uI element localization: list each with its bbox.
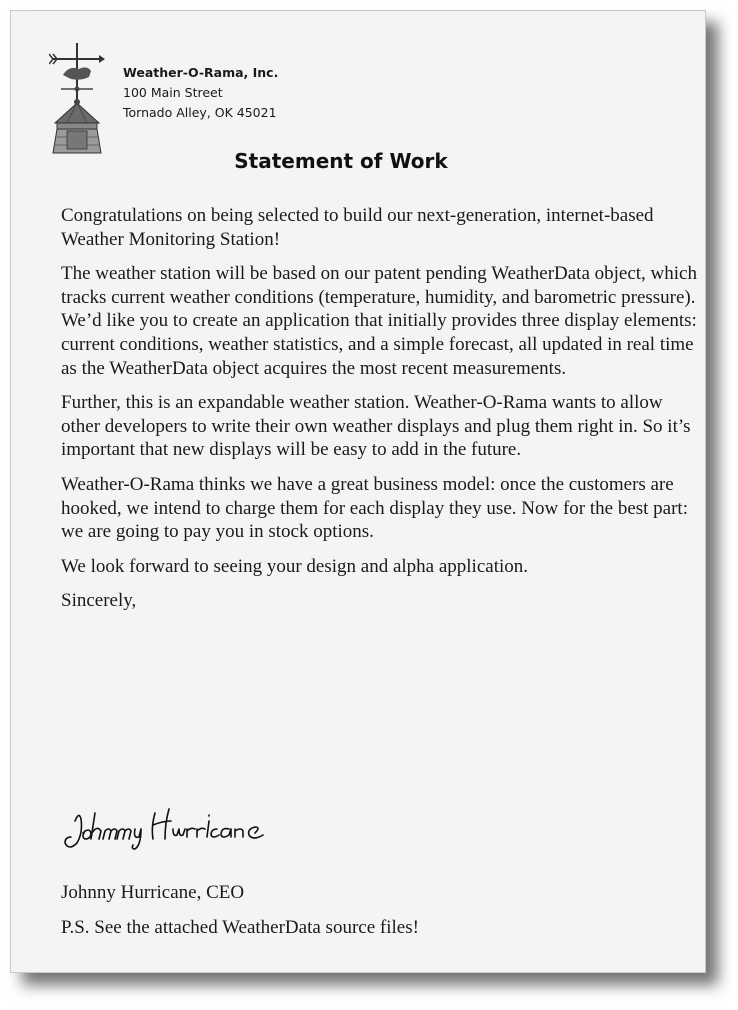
- company-street: 100 Main Street: [123, 85, 223, 100]
- paragraph-congratulations: Congratulations on being selected to build our next-generation, internet-based Weather Monitoring Station!: [61, 205, 654, 250]
- letter-body: [61, 204, 701, 624]
- letterhead-address: [123, 63, 278, 123]
- company-city: Tornado Alley, OK 45021: [123, 105, 277, 120]
- postscript: P.S. See the attached WeatherData source files!: [61, 916, 419, 938]
- letter-page: [10, 10, 706, 973]
- company-name: Weather-O-Rama, Inc.: [123, 65, 279, 80]
- paragraph-expandable: Further, this is an expandable weather station. Weather-O-Rama wants to allow other developers to write their own weather displays and plug them right in. So it’s important that new displays will be easy to add in the future.: [61, 392, 691, 461]
- paragraph-business-model: Weather-O-Rama thinks we have a great business model: once the customers are hooked, we intend to charge them for each display they use. Now for the best part: we are going to pay you in stock options.: [61, 473, 688, 543]
- handwritten-signature: [61, 799, 276, 859]
- sign-off: Johnny Hurricane, CEO: [61, 882, 245, 903]
- letter-closing: [61, 881, 419, 950]
- paragraph-look-forward: We look forward to seeing your design and alpha application.: [61, 555, 529, 577]
- weather-vane-logo-icon: [49, 39, 105, 155]
- paragraph-sincerely: Sincerely,: [61, 590, 137, 612]
- paragraph-weather-station: The weather station will be based on our patent pending WeatherData object, which tracks current weather conditions (temperature, humidity, and barometric pressure). We’d like you to create an application that initially provides three display elements: current conditions, weather statistics, and a simple forecast, all updated in real time as the WeatherData object acquires the most recent measurements.: [61, 263, 697, 379]
- page-title: Statement of Work: [234, 149, 448, 173]
